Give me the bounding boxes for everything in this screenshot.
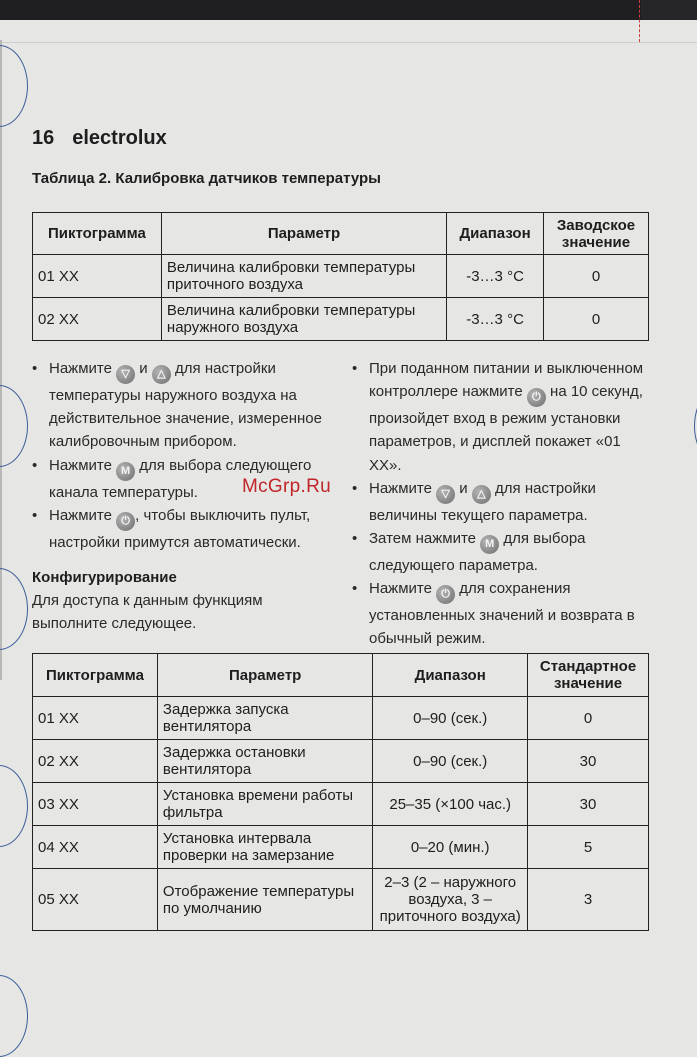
table-cell: 0 [544,255,649,298]
list-item [32,504,332,554]
table-header-row [33,213,649,255]
binder-ring [0,385,28,467]
list-item [352,477,652,527]
text: для выбора следующего канала температуры. [49,456,312,501]
text: , чтобы выключить пульт, настройки примутся автоматически. [49,506,311,551]
table-cell: Задержка запуска вентилятора [157,697,372,740]
table-cell: 0–90 (сек.) [373,697,528,740]
text: Нажмите [49,456,112,474]
table-cell: Установка интервала проверки на замерзание [157,826,372,869]
text: для выбора следующего параметра. [369,530,586,575]
power-icon: ⏻ [436,585,455,604]
table-cell: 02 XX [33,298,162,341]
header-cell: Заводское значение [544,213,649,255]
table-row [33,298,649,341]
header-cell: Пиктограмма [33,654,158,697]
menu-icon: M [480,535,499,554]
binder-ring [0,765,28,847]
text: и [139,360,148,377]
binder-ring [0,975,28,1057]
header-cell: Диапазон [373,654,528,697]
list-item [352,357,652,477]
list-item [352,577,652,650]
table-cell: 0 [544,298,649,341]
table-cell: 30 [528,783,649,826]
text: Затем нажмите [369,530,476,548]
up-arrow-icon: △ [152,365,171,384]
margin-marker-line [639,0,640,42]
table-cell: 05 XX [33,869,158,931]
text: и [459,479,468,497]
power-icon: ⏻ [527,388,546,407]
section-heading: Конфигурирование [32,569,177,587]
table-cell: Величина калибровки температуры наружного воздуха [161,298,446,341]
binder-ring [0,568,28,650]
brand-logo-text: electrolux [72,127,167,149]
top-dark-bar [0,0,641,20]
top-divider [0,42,697,43]
table-cell: Установка времени работы фильтра [157,783,372,826]
table-cell: -3…3 °C [447,298,544,341]
binder-ring [0,45,28,127]
text: Нажмите [369,580,432,598]
table-row [33,783,649,826]
header-cell: Параметр [157,654,372,697]
settings-table [32,653,649,931]
table-cell: 3 [528,869,649,931]
list-item [32,357,332,454]
table-cell: 03 XX [33,783,158,826]
table-row [33,869,649,931]
header-cell: Параметр [161,213,446,255]
table-cell: 0–90 (сек.) [373,740,528,783]
table-header-row [33,654,649,697]
watermark-text: McGrp.Ru [242,476,331,497]
table-cell: 5 [528,826,649,869]
text: для настройки величины текущего параметра. [369,479,596,524]
text: Нажмите [49,360,112,377]
right-column [352,357,652,651]
page-header [32,127,167,150]
text: для настройки температуры наружного воздуха на действительное значение, измеренное калибровочным прибором. [49,360,322,451]
page-number: 16 [32,127,55,149]
table-row [33,255,649,298]
up-arrow-icon: △ [472,485,491,504]
table-cell: 01 XX [33,697,158,740]
text: для сохранения установленных значений и возврата в обычный режим. [369,580,635,648]
text: на 10 секунд, произойдет вход в режим установки параметров, и дисплей покажет «01 XX». [369,383,643,474]
header-cell: Стандартное значение [528,654,649,697]
list-item [352,527,652,577]
table-cell: 01 XX [33,255,162,298]
section-paragraph: Для доступа к данным функциям выполните следующее. [32,592,263,633]
text: При поданном питании и выключенном контроллере нажмите [369,360,644,401]
table-row [33,740,649,783]
table-cell: 0 [528,697,649,740]
table-row [33,826,649,869]
calibration-table [32,212,649,341]
down-arrow-icon: ▽ [436,485,455,504]
top-dark-bar-right [641,0,697,20]
table-cell: 2–3 (2 – наружного воздуха, 3 – приточного воздуха) [373,869,528,931]
menu-icon: M [116,462,135,481]
text: Нажмите [49,506,112,524]
table-cell: Отображение температуры по умолчанию [157,869,372,931]
text: Нажмите [369,479,432,497]
table-row [33,697,649,740]
table-cell: 0–20 (мин.) [373,826,528,869]
table-caption: Таблица 2. Калибровка датчиков температуры [32,170,381,187]
header-cell: Диапазон [447,213,544,255]
table-cell: -3…3 °C [447,255,544,298]
table-cell: 25–35 (×100 час.) [373,783,528,826]
table-cell: Величина калибровки температуры приточного воздуха [161,255,446,298]
header-cell: Пиктограмма [33,213,162,255]
table-cell: 30 [528,740,649,783]
down-arrow-icon: ▽ [116,365,135,384]
table-cell: 04 XX [33,826,158,869]
table-cell: Задержка остановки вентилятора [157,740,372,783]
table-cell: 02 XX [33,740,158,783]
power-icon: ⏻ [116,512,135,531]
